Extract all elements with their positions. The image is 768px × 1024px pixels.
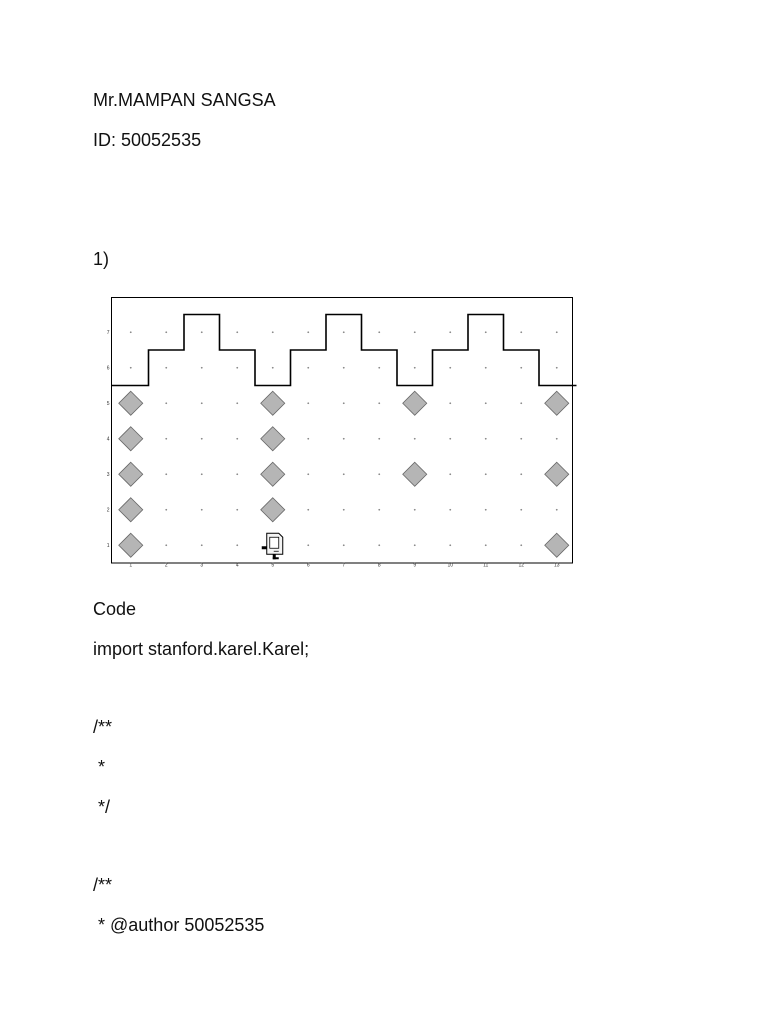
grid-dot xyxy=(343,544,345,546)
grid-dot xyxy=(165,544,167,546)
grid-dot xyxy=(343,438,345,440)
grid-dot xyxy=(414,367,416,369)
grid-dot xyxy=(378,331,380,333)
column-label: 4 xyxy=(235,562,239,569)
grid-dot xyxy=(520,367,522,369)
grid-dot xyxy=(201,331,203,333)
grid-dot xyxy=(343,402,345,404)
grid-dot xyxy=(449,438,451,440)
beeper-icon xyxy=(545,533,569,557)
column-label: 11 xyxy=(483,562,489,569)
karel-world xyxy=(106,297,573,569)
grid-dot xyxy=(307,509,309,511)
student-id: ID: 50052535 xyxy=(93,130,202,150)
beeper-icon xyxy=(261,427,285,451)
code-heading: Code xyxy=(93,599,137,619)
grid-dot xyxy=(165,367,167,369)
grid-dot xyxy=(378,473,380,475)
grid-dot xyxy=(236,402,238,404)
karel-robot-icon xyxy=(262,533,283,559)
grid-dot xyxy=(449,367,451,369)
grid-dot xyxy=(236,331,238,333)
grid-dot xyxy=(556,509,558,511)
grid-dot xyxy=(485,509,487,511)
column-label: 8 xyxy=(377,562,381,569)
grid-dot xyxy=(130,367,132,369)
row-label: 5 xyxy=(106,401,110,408)
row-label: 2 xyxy=(106,507,110,514)
grid-dot xyxy=(378,509,380,511)
grid-dot xyxy=(343,367,345,369)
grid-dot xyxy=(378,402,380,404)
grid-dot xyxy=(165,402,167,404)
row-label: 6 xyxy=(106,365,110,372)
column-label: 7 xyxy=(342,562,346,569)
grid-dot xyxy=(165,473,167,475)
grid-dot xyxy=(449,509,451,511)
grid-dot xyxy=(449,331,451,333)
grid-dot xyxy=(520,544,522,546)
grid-dot xyxy=(378,544,380,546)
grid-dot xyxy=(236,544,238,546)
grid-dot xyxy=(449,544,451,546)
beeper-icon xyxy=(261,498,285,522)
grid-dot xyxy=(307,331,309,333)
column-label: 12 xyxy=(518,562,525,569)
beeper-icon xyxy=(119,391,143,415)
grid-dot xyxy=(201,367,203,369)
beeper-icon xyxy=(261,462,285,486)
grid-dot xyxy=(520,473,522,475)
column-label: 2 xyxy=(164,562,168,569)
grid-dot xyxy=(201,438,203,440)
code-comment-open-2: /** xyxy=(93,875,113,895)
code-comment-star: * xyxy=(93,757,106,777)
beeper-icon xyxy=(119,498,143,522)
student-name: Mr.MAMPAN SANGSA xyxy=(93,90,276,110)
beeper-icon xyxy=(545,462,569,486)
row-label: 1 xyxy=(106,543,110,550)
grid-dot xyxy=(343,473,345,475)
grid-dot xyxy=(485,402,487,404)
grid-dot xyxy=(201,473,203,475)
grid-dot xyxy=(485,331,487,333)
grid-dot xyxy=(449,402,451,404)
grid-dot xyxy=(307,438,309,440)
grid-dot xyxy=(201,402,203,404)
beeper-icon xyxy=(403,391,427,415)
grid-dot xyxy=(201,509,203,511)
grid-dot xyxy=(307,544,309,546)
grid-dot xyxy=(343,331,345,333)
row-label: 4 xyxy=(106,436,110,443)
beeper-icon xyxy=(545,391,569,415)
column-label: 9 xyxy=(413,562,417,569)
problem-number: 1) xyxy=(93,249,110,269)
column-label: 10 xyxy=(447,562,454,569)
code-import-line: import stanford.karel.Karel; xyxy=(93,639,310,659)
grid-dot xyxy=(556,331,558,333)
grid-dot xyxy=(485,367,487,369)
beeper-icon xyxy=(261,391,285,415)
grid-dot xyxy=(236,438,238,440)
column-label: 13 xyxy=(553,562,560,569)
beeper-icon xyxy=(119,462,143,486)
beeper-icon xyxy=(119,427,143,451)
grid-dot xyxy=(414,331,416,333)
column-label: 3 xyxy=(200,562,204,569)
grid-dot xyxy=(307,367,309,369)
grid-dot xyxy=(520,402,522,404)
grid-dot xyxy=(201,544,203,546)
grid-dot xyxy=(414,438,416,440)
grid-dot xyxy=(556,367,558,369)
grid-dot xyxy=(520,438,522,440)
grid-dot xyxy=(236,509,238,511)
grid-dot xyxy=(520,331,522,333)
grid-dot xyxy=(236,473,238,475)
beeper-icon xyxy=(119,533,143,557)
code-author-line: * @author 50052535 xyxy=(93,915,265,935)
grid-dot xyxy=(485,473,487,475)
grid-dot xyxy=(130,331,132,333)
grid-dot xyxy=(165,438,167,440)
grid-dot xyxy=(520,509,522,511)
row-label: 7 xyxy=(106,330,110,337)
grid-dot xyxy=(378,367,380,369)
grid-dot xyxy=(307,402,309,404)
grid-dot xyxy=(343,509,345,511)
grid-dot xyxy=(236,367,238,369)
grid-dot xyxy=(485,544,487,546)
grid-dot xyxy=(307,473,309,475)
column-label: 5 xyxy=(271,562,275,569)
column-label: 1 xyxy=(129,562,133,569)
grid-dot xyxy=(272,331,274,333)
grid-dot xyxy=(449,473,451,475)
grid-dot xyxy=(414,544,416,546)
grid-dot xyxy=(556,438,558,440)
code-comment-open-1: /** xyxy=(93,717,113,737)
beeper-icon xyxy=(403,462,427,486)
column-label: 6 xyxy=(306,562,310,569)
grid-dot xyxy=(165,509,167,511)
row-label: 3 xyxy=(106,472,110,479)
stepped-wall xyxy=(111,315,577,386)
grid-dot xyxy=(485,438,487,440)
grid-dot xyxy=(414,509,416,511)
code-comment-close: */ xyxy=(93,797,111,817)
grid-dot xyxy=(378,438,380,440)
grid-dot xyxy=(165,331,167,333)
grid-dot xyxy=(272,367,274,369)
